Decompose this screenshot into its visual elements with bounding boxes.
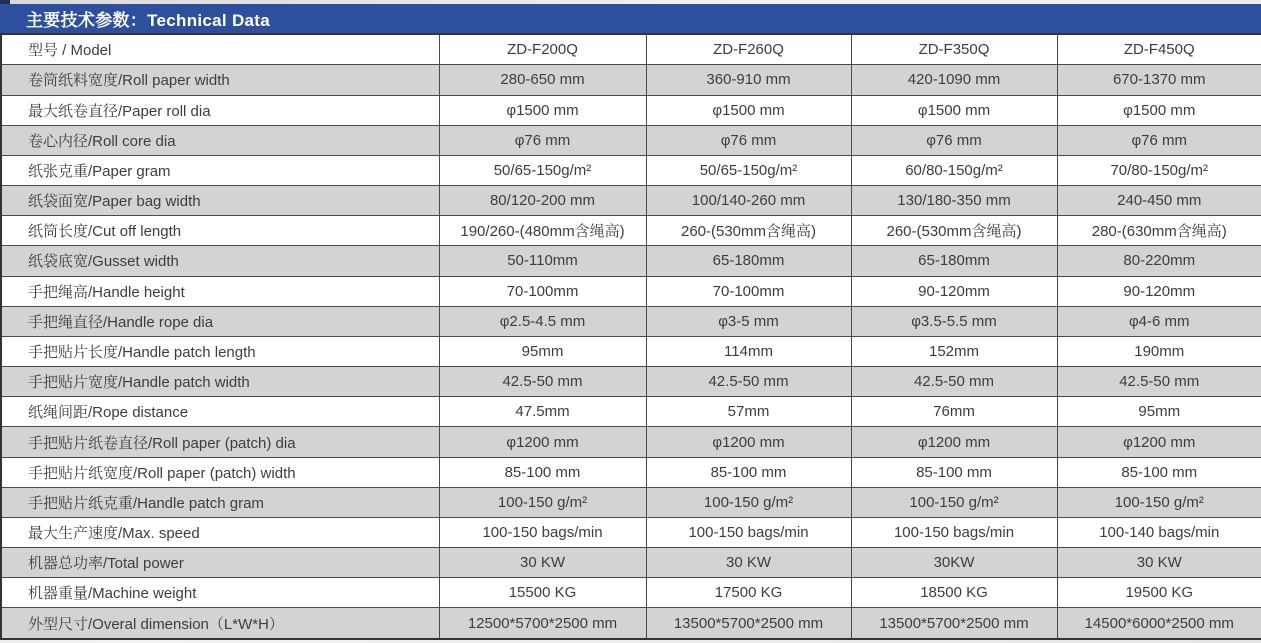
row-label: 卷筒纸料宽度/Roll paper width xyxy=(1,65,439,95)
row-value: φ76 mm xyxy=(646,125,851,155)
top-strip xyxy=(0,0,1261,4)
row-value: 100-150 g/m² xyxy=(851,487,1057,517)
row-value: 15500 KG xyxy=(439,578,646,608)
table-body xyxy=(1,34,1261,639)
row-value: φ1200 mm xyxy=(1057,427,1261,457)
top-accent-bar xyxy=(0,0,10,4)
row-label: 型号 / Model xyxy=(1,34,439,65)
table-row xyxy=(1,517,1261,547)
row-value: 70/80-150g/m² xyxy=(1057,155,1261,185)
row-value: ZD-F200Q xyxy=(439,34,646,65)
section-header xyxy=(0,4,1261,33)
row-value: 420-1090 mm xyxy=(851,65,1057,95)
row-value: 280-(630mm含绳高) xyxy=(1057,216,1261,246)
row-value: 42.5-50 mm xyxy=(439,367,646,397)
row-label: 外型尺寸/Overal dimension（L*W*H） xyxy=(1,608,439,639)
table-row xyxy=(1,306,1261,336)
row-value: 18500 KG xyxy=(851,578,1057,608)
row-label: 机器重量/Machine weight xyxy=(1,578,439,608)
row-value: φ3.5-5.5 mm xyxy=(851,306,1057,336)
row-value: φ1500 mm xyxy=(851,95,1057,125)
row-value: 85-100 mm xyxy=(646,457,851,487)
row-value: φ1200 mm xyxy=(851,427,1057,457)
row-label: 纸绳间距/Rope distance xyxy=(1,397,439,427)
table-row xyxy=(1,186,1261,216)
row-value: 65-180mm xyxy=(851,246,1057,276)
row-value: φ2.5-4.5 mm xyxy=(439,306,646,336)
row-label: 纸袋面宽/Paper bag width xyxy=(1,186,439,216)
row-value: 100-140 bags/min xyxy=(1057,517,1261,547)
row-value: 30 KW xyxy=(1057,548,1261,578)
row-label: 手把贴片纸克重/Handle patch gram xyxy=(1,487,439,517)
row-value: 100-150 bags/min xyxy=(439,517,646,547)
table-row xyxy=(1,578,1261,608)
row-value: 100-150 g/m² xyxy=(646,487,851,517)
row-value: 80/120-200 mm xyxy=(439,186,646,216)
spec-table xyxy=(0,33,1261,640)
row-value: 240-450 mm xyxy=(1057,186,1261,216)
row-value: φ1200 mm xyxy=(646,427,851,457)
row-value: 12500*5700*2500 mm xyxy=(439,608,646,639)
row-value: 95mm xyxy=(1057,397,1261,427)
row-value: 85-100 mm xyxy=(1057,457,1261,487)
row-value: 30KW xyxy=(851,548,1057,578)
row-value: 30 KW xyxy=(646,548,851,578)
row-value: 130/180-350 mm xyxy=(851,186,1057,216)
row-value: 19500 KG xyxy=(1057,578,1261,608)
row-value: φ1500 mm xyxy=(646,95,851,125)
row-value: φ76 mm xyxy=(1057,125,1261,155)
table-row xyxy=(1,427,1261,457)
row-value: 42.5-50 mm xyxy=(1057,367,1261,397)
row-value: 100-150 bags/min xyxy=(851,517,1057,547)
row-label: 手把绳高/Handle height xyxy=(1,276,439,306)
table-row xyxy=(1,276,1261,306)
row-value: ZD-F450Q xyxy=(1057,34,1261,65)
table-row xyxy=(1,34,1261,65)
row-value: 95mm xyxy=(439,336,646,366)
row-value: 50-110mm xyxy=(439,246,646,276)
row-value: ZD-F350Q xyxy=(851,34,1057,65)
table-row xyxy=(1,608,1261,639)
row-value: 47.5mm xyxy=(439,397,646,427)
row-value: φ1500 mm xyxy=(439,95,646,125)
row-label: 纸袋底宽/Gusset width xyxy=(1,246,439,276)
row-value: 17500 KG xyxy=(646,578,851,608)
row-value: 100-150 g/m² xyxy=(439,487,646,517)
section-title: 主要技术参数：Technical Data xyxy=(26,11,271,30)
row-value: 70-100mm xyxy=(646,276,851,306)
spec-table-wrap xyxy=(0,33,1261,640)
row-value: 90-120mm xyxy=(1057,276,1261,306)
row-value: 260-(530mm含绳高) xyxy=(646,216,851,246)
row-value: φ1500 mm xyxy=(1057,95,1261,125)
row-value: 670-1370 mm xyxy=(1057,65,1261,95)
row-value: φ3-5 mm xyxy=(646,306,851,336)
row-label: 卷心内径/Roll core dia xyxy=(1,125,439,155)
table-row xyxy=(1,367,1261,397)
row-value: 70-100mm xyxy=(439,276,646,306)
row-value: 80-220mm xyxy=(1057,246,1261,276)
row-value: 190mm xyxy=(1057,336,1261,366)
row-label: 机器总功率/Total power xyxy=(1,548,439,578)
row-value: 14500*6000*2500 mm xyxy=(1057,608,1261,639)
row-value: 85-100 mm xyxy=(851,457,1057,487)
row-label: 手把贴片纸宽度/Roll paper (patch) width xyxy=(1,457,439,487)
row-value: 190/260-(480mm含绳高) xyxy=(439,216,646,246)
row-value: 100/140-260 mm xyxy=(646,186,851,216)
row-label: 最大纸卷直径/Paper roll dia xyxy=(1,95,439,125)
table-row xyxy=(1,457,1261,487)
row-value: φ4-6 mm xyxy=(1057,306,1261,336)
row-value: 13500*5700*2500 mm xyxy=(646,608,851,639)
row-label: 最大生产速度/Max. speed xyxy=(1,517,439,547)
row-value: 100-150 g/m² xyxy=(1057,487,1261,517)
table-row xyxy=(1,155,1261,185)
row-value: 260-(530mm含绳高) xyxy=(851,216,1057,246)
row-value: 100-150 bags/min xyxy=(646,517,851,547)
row-value: 42.5-50 mm xyxy=(851,367,1057,397)
table-row xyxy=(1,397,1261,427)
table-row xyxy=(1,65,1261,95)
row-value: 65-180mm xyxy=(646,246,851,276)
row-label: 纸筒长度/Cut off length xyxy=(1,216,439,246)
row-label: 手把贴片纸卷直径/Roll paper (patch) dia xyxy=(1,427,439,457)
row-value: 42.5-50 mm xyxy=(646,367,851,397)
table-row xyxy=(1,548,1261,578)
row-value: 57mm xyxy=(646,397,851,427)
row-value: 152mm xyxy=(851,336,1057,366)
row-value: 280-650 mm xyxy=(439,65,646,95)
row-label: 手把绳直径/Handle rope dia xyxy=(1,306,439,336)
row-value: φ1200 mm xyxy=(439,427,646,457)
row-label: 手把贴片宽度/Handle patch width xyxy=(1,367,439,397)
table-row xyxy=(1,95,1261,125)
row-value: 85-100 mm xyxy=(439,457,646,487)
row-value: 114mm xyxy=(646,336,851,366)
row-value: 60/80-150g/m² xyxy=(851,155,1057,185)
table-row xyxy=(1,487,1261,517)
table-row xyxy=(1,125,1261,155)
row-label: 手把贴片长度/Handle patch length xyxy=(1,336,439,366)
row-value: 50/65-150g/m² xyxy=(439,155,646,185)
table-row xyxy=(1,336,1261,366)
row-value: 50/65-150g/m² xyxy=(646,155,851,185)
row-value: 13500*5700*2500 mm xyxy=(851,608,1057,639)
row-value: 90-120mm xyxy=(851,276,1057,306)
row-value: 360-910 mm xyxy=(646,65,851,95)
table-row xyxy=(1,216,1261,246)
row-value: ZD-F260Q xyxy=(646,34,851,65)
table-row xyxy=(1,246,1261,276)
row-value: φ76 mm xyxy=(439,125,646,155)
row-value: 30 KW xyxy=(439,548,646,578)
row-value: φ76 mm xyxy=(851,125,1057,155)
row-value: 76mm xyxy=(851,397,1057,427)
row-label: 纸张克重/Paper gram xyxy=(1,155,439,185)
